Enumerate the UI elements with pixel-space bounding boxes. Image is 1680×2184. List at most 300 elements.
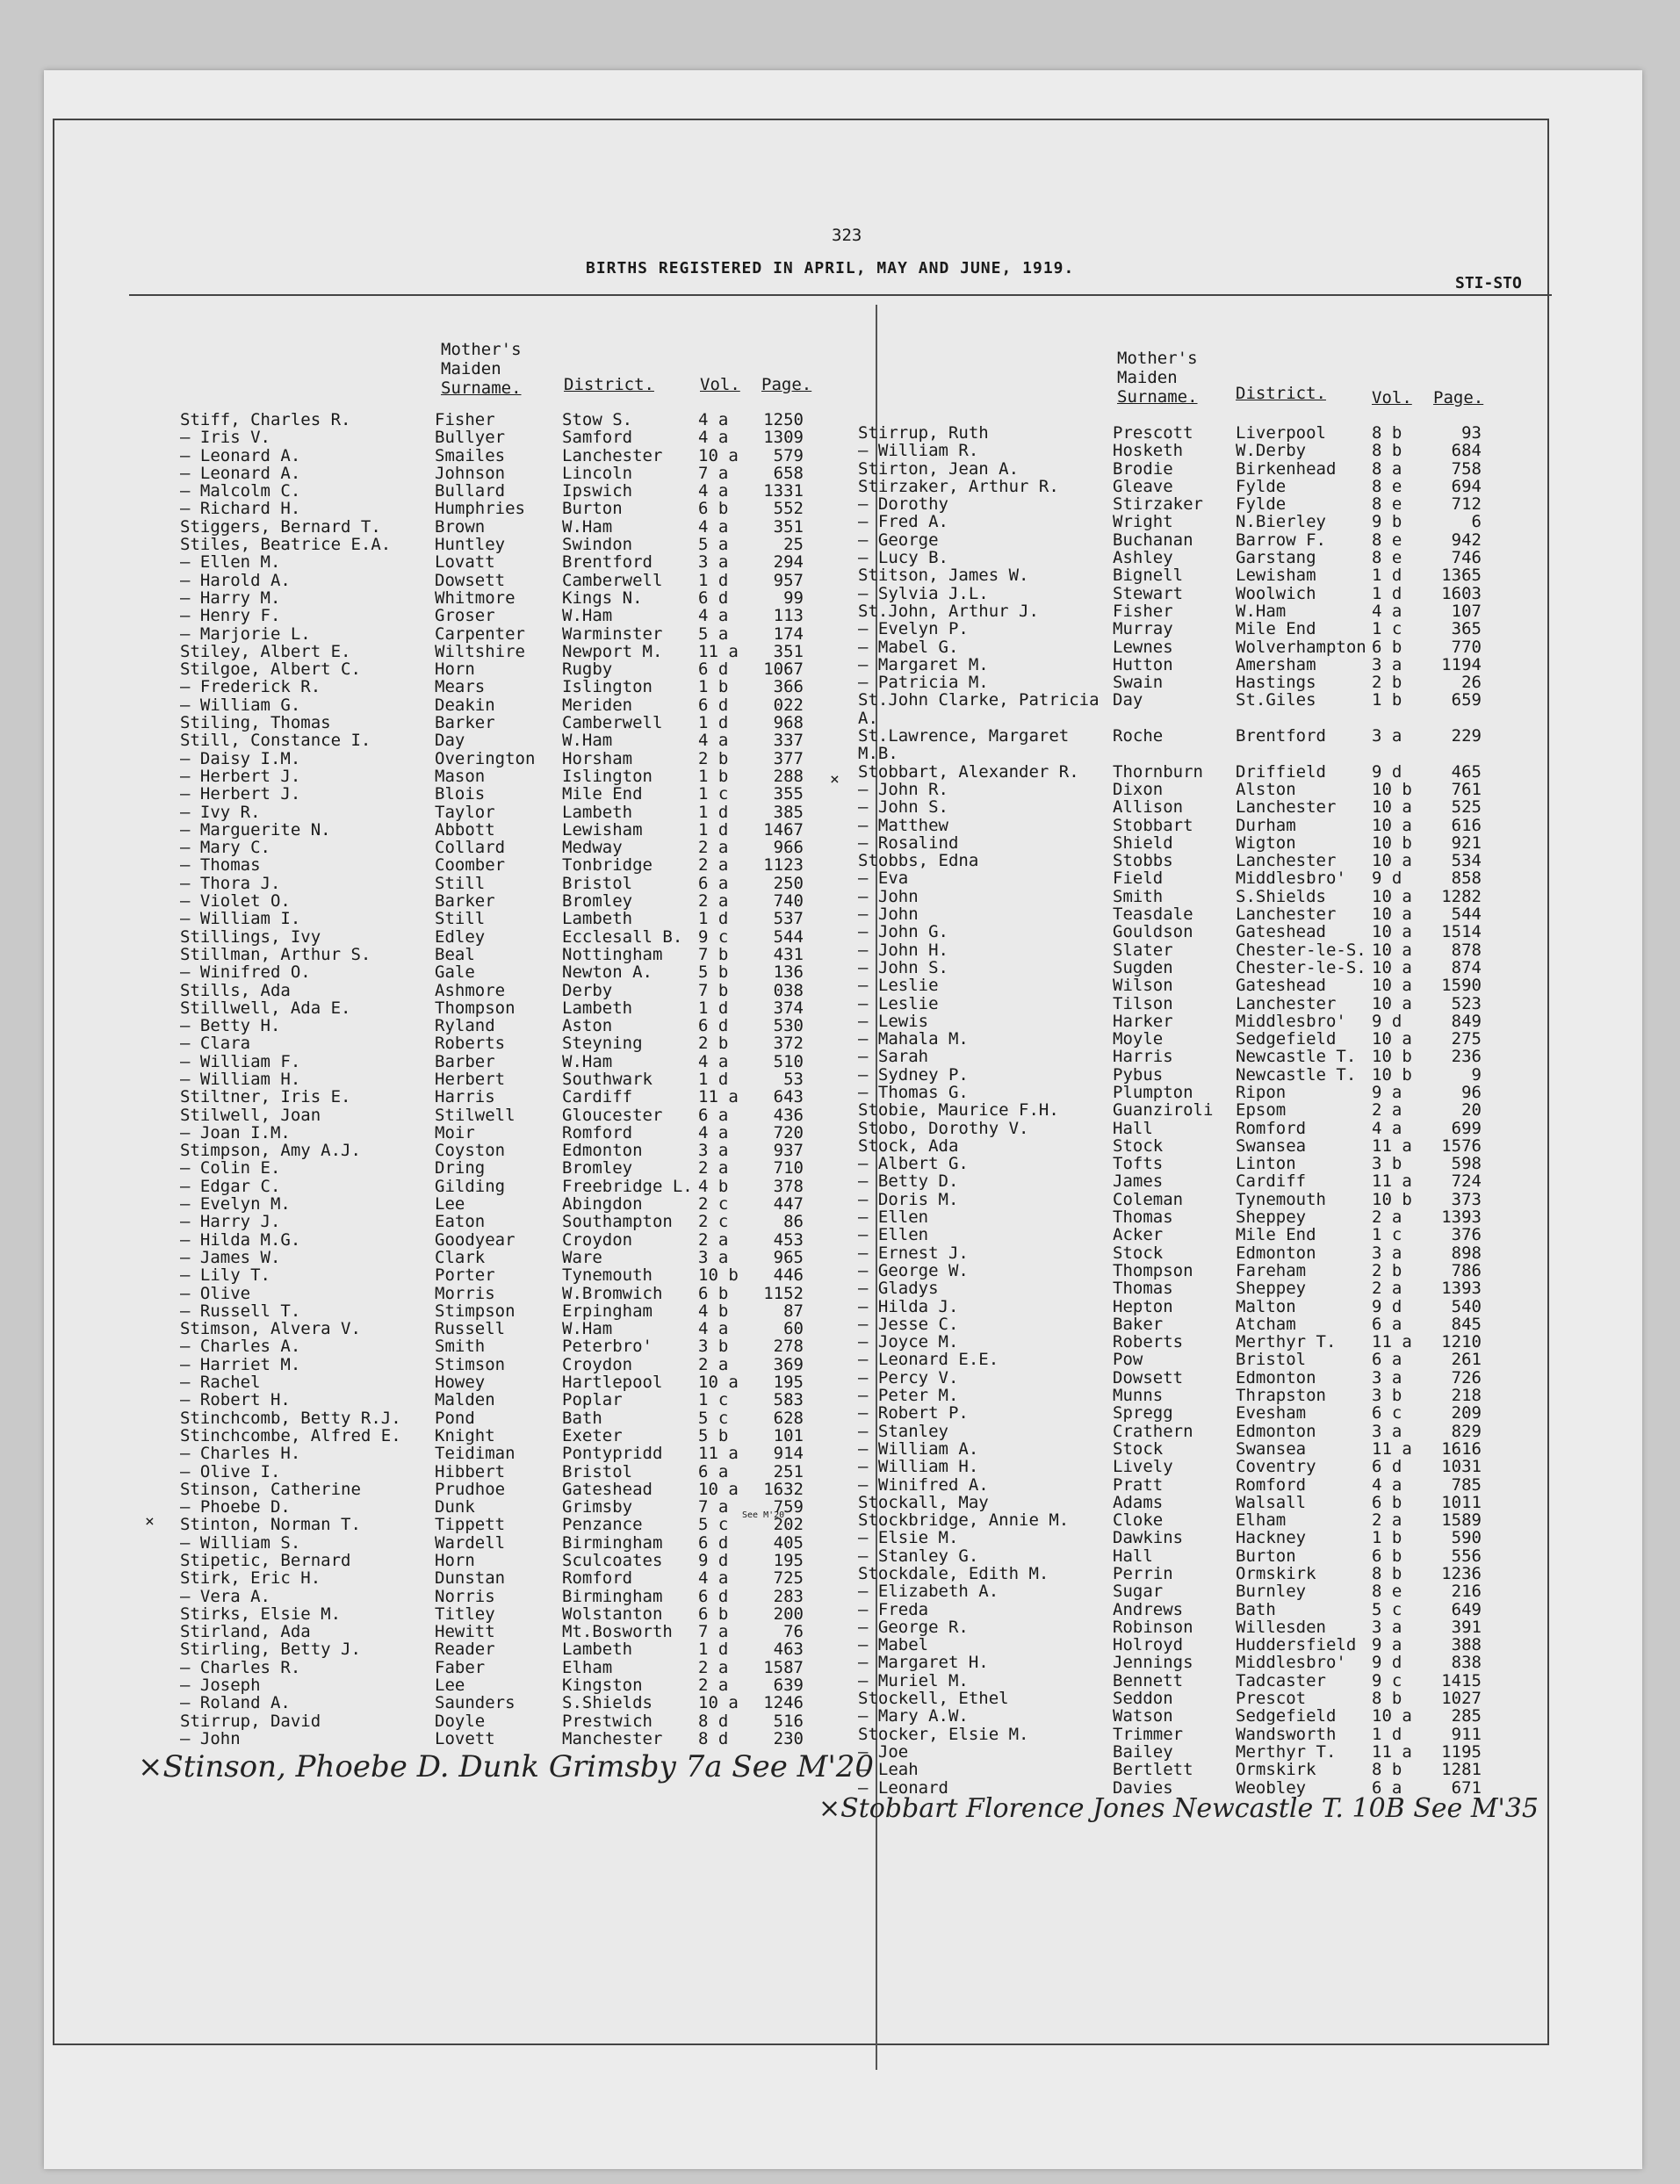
entry-vol: 3 a	[1372, 1421, 1402, 1441]
entry-name: — Winifred A.	[858, 1474, 989, 1495]
entry-page: 9	[1471, 1064, 1482, 1085]
entry-name: — Mabel G.	[858, 637, 959, 657]
entry-row	[180, 1426, 865, 1444]
entry-vol: 1 d	[698, 998, 729, 1018]
entry-mother-surname: Munns	[1113, 1386, 1164, 1406]
entry-row	[180, 1712, 865, 1729]
entry-mother-surname: Johnson	[435, 463, 506, 483]
entry-district: Thrapston	[1236, 1386, 1326, 1406]
entry-vol: 3 a	[698, 1141, 729, 1161]
entry-page: 53	[783, 1069, 804, 1089]
entry-row	[858, 726, 1552, 744]
entry-mother-surname: Wiltshire	[435, 641, 525, 661]
entry-page: 544	[1451, 905, 1482, 925]
entry-mother-surname: Robinson	[1113, 1617, 1193, 1637]
entry-district: Gateshead	[1236, 976, 1326, 996]
entry-district: Middlesbro'	[1236, 1653, 1346, 1673]
entry-page: 285	[1451, 1706, 1482, 1726]
entry-mother-surname: Day	[435, 731, 465, 751]
entry-district: Merthyr T.	[1236, 1741, 1337, 1762]
entry-district: Edmonton	[1236, 1421, 1316, 1441]
entry-district: Mt.Bosworth	[562, 1622, 673, 1642]
entry-name: — Charles R.	[180, 1657, 301, 1677]
entry-row	[858, 1350, 1552, 1370]
entry-vol: 7 a	[698, 1497, 729, 1517]
entry-vol: 2 b	[1372, 673, 1402, 693]
entry-page: 366	[773, 677, 804, 697]
entry-row	[858, 1546, 1552, 1564]
entry-row	[180, 945, 865, 962]
entry-page: 556	[1451, 1546, 1482, 1566]
entry-vol: 3 a	[698, 552, 729, 573]
entry-mother-surname: Russell	[435, 1319, 506, 1339]
entry-mother-surname: Collard	[435, 838, 506, 858]
entry-row	[180, 1658, 865, 1676]
entry-name: — Leonard A.	[180, 463, 301, 483]
entry-mother-surname: Lively	[1113, 1457, 1173, 1477]
entry-row	[858, 709, 1552, 726]
entry-page: 1514	[1441, 922, 1482, 942]
entry-vol: 9 d	[1372, 869, 1402, 889]
entry-district: Coventry	[1236, 1457, 1316, 1477]
entry-mother-surname: Dowsett	[1113, 1367, 1184, 1388]
entry-district: Fareham	[1236, 1260, 1307, 1280]
entry-name: — John S.	[858, 957, 948, 977]
entry-name: — John	[858, 905, 919, 925]
entry-page: 552	[773, 499, 804, 519]
entry-mother-surname: Deakin	[435, 695, 495, 715]
entry-row	[858, 1653, 1552, 1673]
entry-row	[180, 464, 865, 481]
entry-name: — Patricia M.	[858, 673, 989, 693]
entry-name: — William H.	[858, 1457, 979, 1477]
entry-mother-surname: Davies	[1113, 1777, 1173, 1798]
entry-name: — Jesse C.	[858, 1314, 959, 1334]
entry-row	[858, 1171, 1552, 1192]
entry-district: Erpingham	[562, 1301, 653, 1321]
entry-row	[858, 1600, 1552, 1618]
entry-district: Driffield	[1236, 761, 1326, 782]
entry-row	[180, 1373, 865, 1393]
entry-vol: 4 a	[698, 428, 729, 448]
entry-vol: 8 b	[1372, 1564, 1402, 1583]
entry-vol: 10 a	[1372, 993, 1412, 1013]
entry-district: Epsom	[1236, 1100, 1287, 1121]
entry-district: Durham	[1236, 815, 1296, 835]
entry-district: Lambeth	[562, 802, 633, 822]
entry-district: Kingston	[562, 1676, 643, 1696]
entry-row	[858, 762, 1552, 780]
entry-row	[858, 1618, 1552, 1635]
page-header-left: Page.	[761, 375, 812, 394]
entry-vol: 1 b	[698, 766, 729, 786]
entry-row	[858, 619, 1552, 637]
entry-row	[180, 803, 865, 820]
entry-district: Poplar	[562, 1390, 623, 1410]
entry-vol: 3 a	[698, 1247, 729, 1267]
entry-mother-surname: Gleave	[1113, 476, 1173, 496]
entry-district: Islington	[562, 766, 653, 786]
entry-mother-surname: Horn	[435, 1551, 475, 1570]
entry-page: 96	[1461, 1082, 1482, 1102]
entry-vol: 4 a	[698, 731, 729, 751]
entry-district: Manchester	[562, 1728, 663, 1748]
entry-mother-surname: Saunders	[435, 1693, 516, 1713]
entry-row	[858, 905, 1552, 925]
entry-district: Lewisham	[562, 819, 643, 840]
entry-mother-surname: Smailes	[435, 445, 506, 465]
entry-row	[180, 1230, 865, 1248]
entry-mother-surname: Coleman	[1113, 1189, 1184, 1209]
entry-page: 283	[773, 1586, 804, 1606]
district-header-right: District.	[1236, 384, 1326, 403]
entry-mother-surname: Groser	[435, 606, 495, 626]
entry-page: 278	[773, 1337, 804, 1357]
entry-name: A.	[858, 708, 878, 728]
entry-mother-surname: Humphries	[435, 499, 525, 519]
entry-mother-surname: Plumpton	[1113, 1082, 1193, 1102]
entry-district: Lambeth	[562, 1640, 633, 1660]
entry-vol: 7 b	[698, 944, 729, 964]
entry-mother-surname: Barber	[435, 1051, 495, 1071]
entry-page: 523	[1451, 993, 1482, 1013]
entry-vol: 10 a	[1372, 957, 1412, 977]
entry-row	[858, 1689, 1552, 1709]
entry-row	[858, 994, 1552, 1012]
entry-name: — William A.	[858, 1438, 979, 1459]
entry-page: 1031	[1441, 1457, 1482, 1477]
entry-district: Gateshead	[562, 1479, 653, 1499]
entry-district: Hastings	[1236, 673, 1316, 693]
entry-mother-surname: Bennett	[1113, 1670, 1184, 1690]
entry-vol: 1 d	[698, 570, 729, 590]
entry-district: Lanchester	[1236, 851, 1337, 871]
entry-mother-surname: Sugar	[1113, 1582, 1164, 1602]
entry-row	[858, 1528, 1552, 1546]
entry-row	[858, 1297, 1552, 1315]
entry-page: 195	[773, 1373, 804, 1393]
entry-page: 659	[1451, 690, 1482, 710]
entry-vol: 11 a	[698, 641, 739, 661]
entry-name: — Olive I.	[180, 1461, 281, 1481]
entry-name: — Russell T.	[180, 1301, 301, 1321]
entry-district: Prestwich	[562, 1711, 653, 1731]
entry-page: 921	[1451, 833, 1482, 853]
entry-vol: 9 b	[1372, 512, 1402, 532]
entry-row	[858, 1725, 1552, 1742]
entry-row	[180, 1444, 865, 1464]
entry-vol: 6 d	[698, 1586, 729, 1606]
entry-row	[858, 1439, 1552, 1457]
entry-district: Horsham	[562, 748, 633, 768]
entry-page: 1195	[1441, 1741, 1482, 1762]
entry-name: — Joe	[858, 1741, 909, 1762]
entry-vol: 9 a	[1372, 1082, 1402, 1102]
entry-district: Pontypridd	[562, 1444, 663, 1464]
entry-page: 878	[1451, 940, 1482, 960]
entry-district: Romford	[562, 1122, 633, 1142]
entry-page: 355	[773, 784, 804, 804]
entry-mother-surname: Gilding	[435, 1176, 506, 1196]
entry-name: — Leonard E.E.	[858, 1350, 999, 1370]
entry-vol: 4 a	[1372, 601, 1402, 621]
entry-row	[858, 1136, 1552, 1154]
entry-row	[858, 780, 1552, 797]
entry-row	[180, 1587, 865, 1604]
entry-vol: 6 b	[698, 499, 729, 519]
entry-mother-surname: Crathern	[1113, 1421, 1193, 1441]
entry-vol: 6 b	[1372, 1546, 1402, 1566]
entry-row	[858, 512, 1552, 530]
entry-district: Chester-le-S.	[1236, 940, 1366, 960]
entry-vol: 2 b	[698, 748, 729, 768]
entry-district: Malton	[1236, 1296, 1296, 1316]
entry-vol: 6 b	[1372, 637, 1402, 657]
entry-mother-surname: Goodyear	[435, 1229, 516, 1250]
entry-vol: 1 c	[1372, 619, 1402, 639]
entry-district: Lanchester	[1236, 905, 1337, 925]
entry-vol: 4 a	[698, 1319, 729, 1339]
register-page	[44, 70, 1642, 2169]
entry-mother-surname: Doyle	[435, 1711, 486, 1731]
entry-page: 643	[773, 1087, 804, 1107]
entry-mother-surname: Carpenter	[435, 623, 525, 644]
entry-page: 1331	[763, 481, 804, 501]
entry-name: Stobie, Maurice F.H.	[858, 1100, 1059, 1121]
entry-row	[858, 477, 1552, 494]
entry-vol: 10 b	[1372, 1189, 1412, 1209]
entry-page: 216	[1451, 1582, 1482, 1602]
entry-vol: 2 a	[698, 1354, 729, 1374]
entry-mother-surname: Lovatt	[435, 552, 495, 573]
entry-row	[858, 1065, 1552, 1083]
annotation-mark: ×	[830, 770, 840, 789]
entry-mother-surname: Still	[435, 909, 486, 929]
entry-name: Stillings, Ivy	[180, 926, 321, 947]
entry-mother-surname: Slater	[1113, 940, 1173, 960]
small-note: See M'20	[742, 1510, 785, 1520]
entry-page: 1590	[1441, 976, 1482, 996]
entry-district: Bath	[562, 1408, 602, 1428]
entry-vol: 7 a	[698, 1622, 729, 1642]
entry-vol: 10 b	[1372, 779, 1412, 799]
entry-district: Prescot	[1236, 1689, 1307, 1709]
entry-vol: 10 b	[698, 1265, 739, 1286]
entry-district: Swansea	[1236, 1135, 1307, 1156]
entry-district: Gateshead	[1236, 922, 1326, 942]
entry-district: Wolverhampton	[1236, 637, 1366, 657]
entry-district: Middlesbro'	[1236, 1011, 1346, 1031]
entry-name: — Harry J.	[180, 1212, 281, 1232]
entry-row	[858, 1083, 1552, 1100]
entry-mother-surname: Day	[1113, 690, 1143, 710]
entry-mother-surname: Stock	[1113, 1243, 1164, 1263]
entry-name: — Muriel M.	[858, 1670, 969, 1690]
entry-name: — Gladys	[858, 1279, 939, 1299]
handwritten-annotation-left: ×Stinson, Phoebe D. Dunk Grimsby 7a See M'20	[138, 1749, 875, 1784]
entry-page: 87	[783, 1301, 804, 1321]
entry-district: W.Ham	[562, 731, 613, 751]
entry-row	[180, 1533, 865, 1551]
entry-row	[858, 744, 1552, 764]
entry-page: 288	[773, 766, 804, 786]
entry-row	[180, 1462, 865, 1480]
entry-vol: 5 b	[698, 1425, 729, 1445]
entry-district: Swindon	[562, 535, 633, 555]
entry-row	[180, 1034, 865, 1054]
entry-vol: 11 a	[1372, 1332, 1412, 1352]
entry-vol: 6 d	[1372, 1457, 1402, 1477]
entry-district: Lincoln	[562, 463, 633, 483]
entry-vol: 1 b	[1372, 1528, 1402, 1548]
entry-mother-surname: Roche	[1113, 726, 1164, 746]
entry-page: 725	[773, 1568, 804, 1589]
entry-page: 720	[773, 1122, 804, 1142]
entry-vol: 3 a	[1372, 1367, 1402, 1388]
entry-page: 534	[1451, 851, 1482, 871]
entry-name: — Rosalind	[858, 833, 959, 853]
entry-name: St.John Clarke, Patricia	[858, 690, 1100, 710]
entry-page: 1011	[1441, 1492, 1482, 1512]
entry-district: Lanchester	[562, 445, 663, 465]
entry-district: Sedgefield	[1236, 1029, 1337, 1049]
entry-name: — Harold A.	[180, 570, 291, 590]
entry-page: 373	[1451, 1189, 1482, 1209]
entry-name: — Hilda J.	[858, 1296, 959, 1316]
entry-name: Stillwell, Ada E.	[180, 998, 351, 1018]
entry-mother-surname: Stock	[1113, 1135, 1164, 1156]
entry-page: 1603	[1441, 583, 1482, 603]
entry-row	[180, 1177, 865, 1194]
entry-name: — Freda	[858, 1599, 929, 1619]
entry-vol: 1 d	[698, 1640, 729, 1660]
entry-mother-surname: Dowsett	[435, 570, 506, 590]
entry-mother-surname: Holroyd	[1113, 1635, 1184, 1655]
entry-vol: 2 a	[1372, 1100, 1402, 1121]
entry-name: — Robert P.	[858, 1403, 969, 1424]
entry-district: Garstang	[1236, 548, 1316, 568]
entry-vol: 9 d	[698, 1551, 729, 1570]
entry-district: Hartlepool	[562, 1373, 663, 1393]
entry-name: — Thora J.	[180, 873, 281, 893]
entry-mother-surname: Pybus	[1113, 1064, 1164, 1085]
entry-page: 726	[1451, 1367, 1482, 1388]
entry-mother-surname: Brodie	[1113, 458, 1173, 479]
entry-vol: 10 a	[698, 1373, 739, 1393]
entry-page: 845	[1451, 1314, 1482, 1334]
entry-mother-surname: Overington	[435, 748, 536, 768]
entry-row	[180, 981, 865, 998]
entry-name: — John S.	[858, 797, 948, 818]
entry-mother-surname: Abbott	[435, 819, 495, 840]
entry-row	[180, 410, 865, 428]
entry-district: Newcastle T.	[1236, 1064, 1357, 1085]
entry-row	[180, 1141, 865, 1161]
entry-mother-surname: Roberts	[1113, 1332, 1184, 1352]
entry-mother-surname: Bailey	[1113, 1741, 1173, 1762]
entry-name: Stimpson, Amy A.J.	[180, 1141, 361, 1161]
entry-page: 136	[773, 962, 804, 983]
entry-page: 351	[773, 516, 804, 537]
entry-mother-surname: Harris	[1113, 1047, 1173, 1067]
entry-mother-surname: Bullard	[435, 481, 506, 501]
entry-vol: 6 a	[1372, 1777, 1402, 1798]
entry-name: — Stanley G.	[858, 1546, 979, 1566]
entry-mother-surname: Thornburn	[1113, 761, 1203, 782]
entry-page: 25	[783, 535, 804, 555]
entry-district: Rugby	[562, 660, 613, 680]
entry-district: W.Bromwich	[562, 1283, 663, 1303]
entry-name: — Mary C.	[180, 838, 270, 858]
entry-name: Stills, Ada	[180, 980, 291, 1000]
entry-row	[858, 1386, 1552, 1406]
entry-vol: 11 a	[1372, 1135, 1412, 1156]
entry-page: 770	[1451, 637, 1482, 657]
entry-district: Newport M.	[562, 641, 663, 661]
entry-page: 038	[773, 980, 804, 1000]
entry-page: 101	[773, 1425, 804, 1445]
entry-row	[180, 1265, 865, 1286]
entry-row	[858, 1225, 1552, 1243]
entry-vol: 1 d	[1372, 1724, 1402, 1744]
entry-name: — Stanley	[858, 1421, 948, 1441]
entry-mother-surname: Clark	[435, 1247, 486, 1267]
entry-row	[180, 535, 865, 555]
entry-name: — Vera A.	[180, 1586, 270, 1606]
entry-mother-surname: Seddon	[1113, 1689, 1173, 1709]
entry-name: — Percy V.	[858, 1367, 959, 1388]
entry-district: Woolwich	[1236, 583, 1316, 603]
entry-name: — Leslie	[858, 976, 939, 996]
entry-vol: 10 a	[1372, 815, 1412, 835]
entry-name: — Lily T.	[180, 1265, 270, 1286]
entry-vol: 11 a	[698, 1444, 739, 1464]
entry-mother-surname: Barker	[435, 891, 495, 912]
entry-district: W.Derby	[1236, 441, 1307, 461]
entry-mother-surname: Harris	[435, 1087, 495, 1107]
entry-district: Bristol	[1236, 1350, 1307, 1370]
entry-row	[858, 1012, 1552, 1029]
entry-mother-surname: Stobbs	[1113, 851, 1173, 871]
entry-page: 209	[1451, 1403, 1482, 1424]
entry-district: Kings N.	[562, 587, 643, 608]
entry-district: Lanchester	[1236, 797, 1337, 818]
entry-name: — Leah	[858, 1760, 919, 1780]
entry-district: Croydon	[562, 1229, 633, 1250]
entry-page: 829	[1451, 1421, 1482, 1441]
entry-page: 294	[773, 552, 804, 573]
entry-name: Stirton, Jean A.	[858, 458, 1020, 479]
entry-district: Derby	[562, 980, 613, 1000]
entry-mother-surname: Knight	[435, 1425, 495, 1445]
entry-row	[858, 1457, 1552, 1477]
entry-row	[180, 1070, 865, 1087]
entry-name: — Violet O.	[180, 891, 291, 912]
entry-name: — Mary A.W.	[858, 1706, 969, 1726]
entry-district: Tonbridge	[562, 855, 653, 876]
entry-district: Fylde	[1236, 494, 1287, 515]
entry-district: Birmingham	[562, 1586, 663, 1606]
entry-row	[180, 1604, 865, 1622]
entry-row	[858, 941, 1552, 958]
entry-page: 785	[1451, 1474, 1482, 1495]
entry-vol: 6 b	[698, 1604, 729, 1624]
entry-vol: 2 b	[698, 1034, 729, 1054]
entry-mother-surname: Dixon	[1113, 779, 1164, 799]
entry-name: — Olive	[180, 1283, 251, 1303]
entry-vol: 11 a	[1372, 1438, 1412, 1459]
entry-vol: 6 d	[698, 1016, 729, 1036]
